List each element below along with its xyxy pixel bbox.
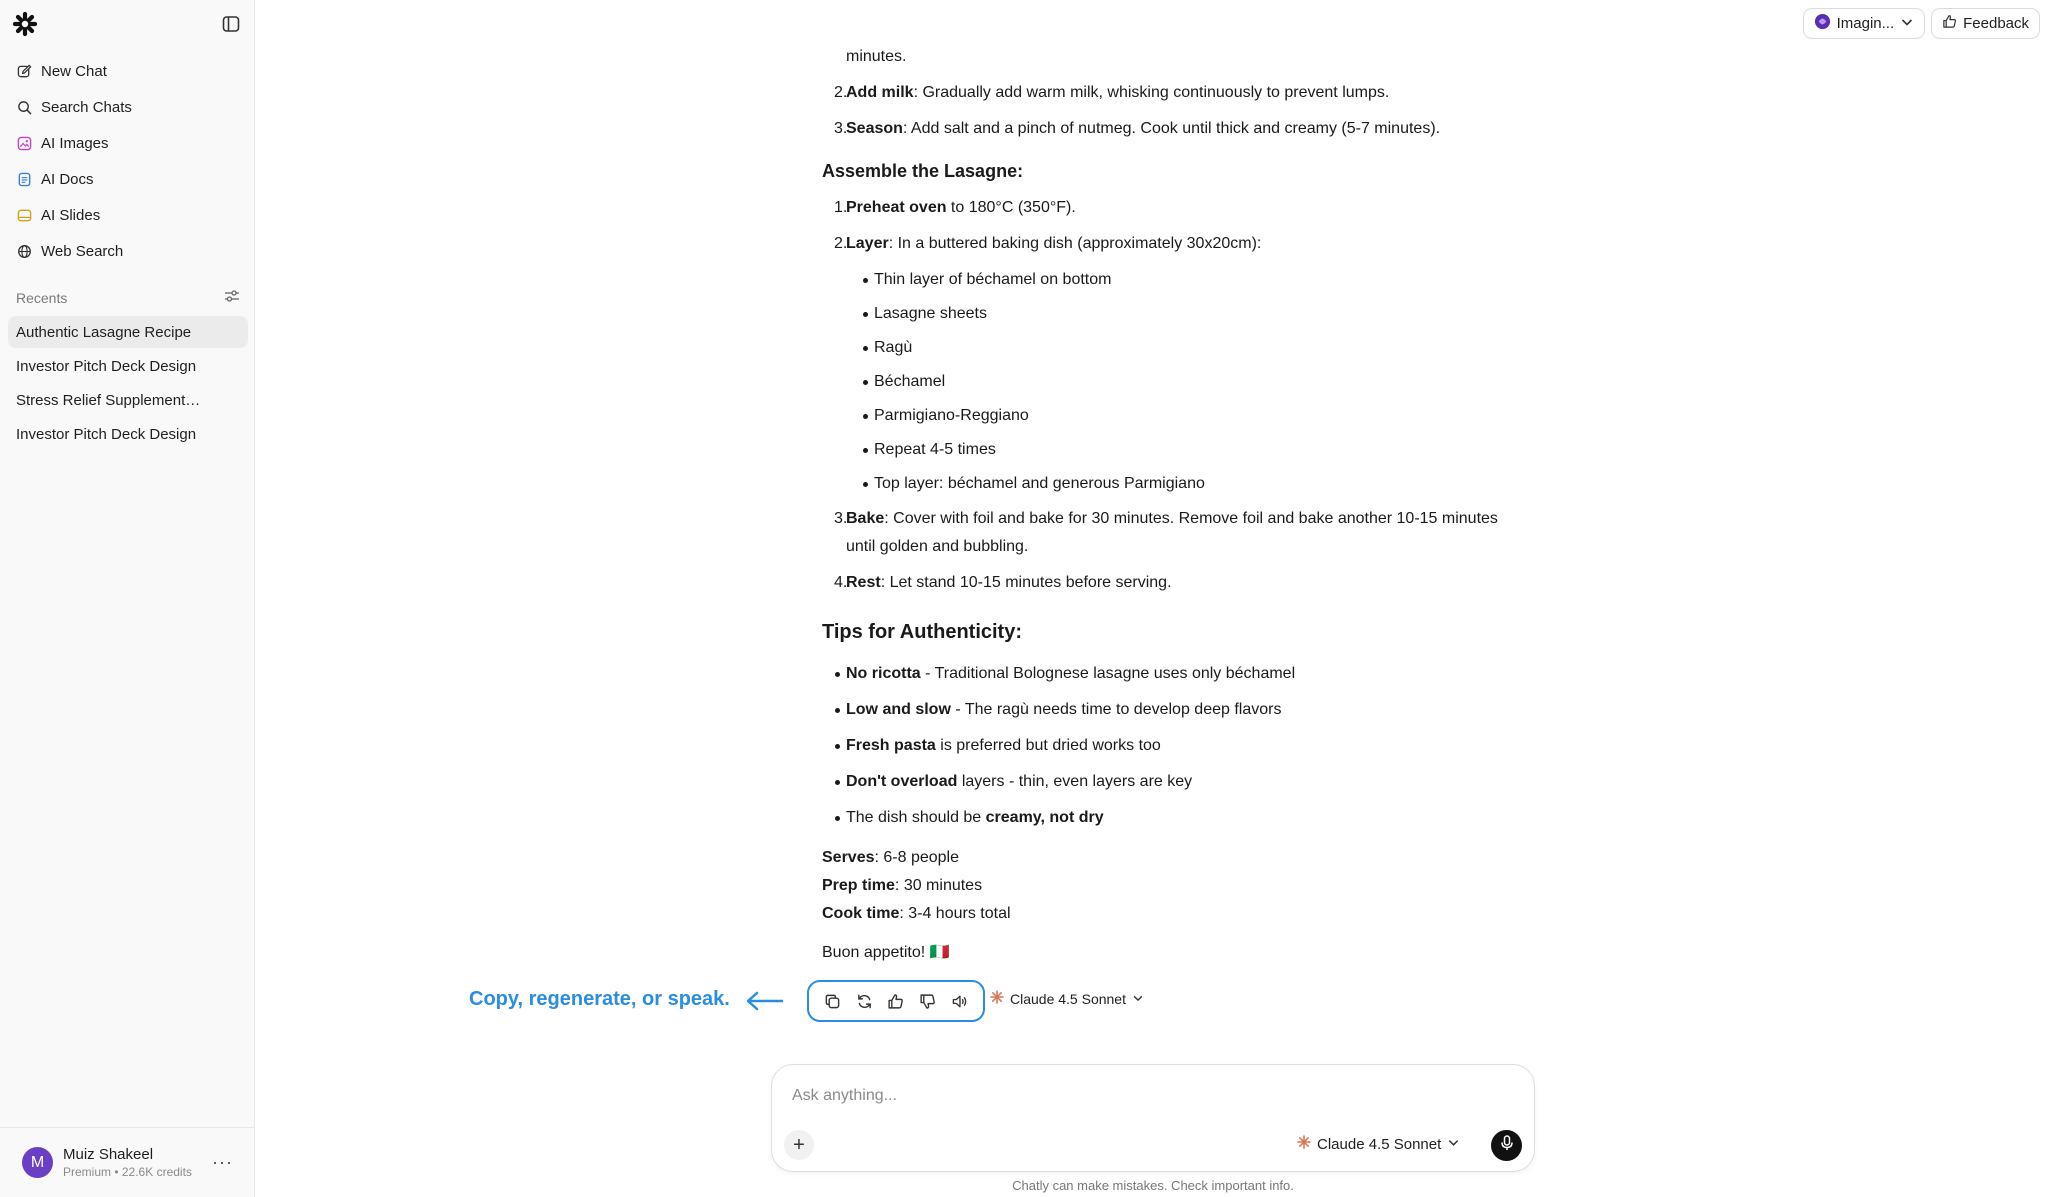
disclaimer-text: Chatly can make mistakes. Check important info. (1012, 1178, 1294, 1193)
avatar: M (22, 1147, 53, 1178)
list-number: 2. (834, 84, 848, 101)
feedback-label: Feedback (1963, 15, 2029, 32)
filter-icon[interactable] (224, 289, 240, 308)
top-bar (1803, 8, 2040, 39)
list-text: : Gradually add warm milk, whisking continuously to prevent lumps. (913, 84, 1390, 101)
list-item (834, 508, 1498, 530)
list-text: : Add salt and a pinch of nutmeg. Cook until thick and creamy (5-7 minutes). (902, 120, 1441, 137)
bold-text: Fresh pasta (846, 737, 936, 754)
bullet (863, 380, 868, 385)
layer-text: Top layer: béchamel and generous Parmigiano (874, 475, 1205, 492)
slides-icon (16, 207, 32, 223)
list-number: 1. (834, 199, 848, 216)
list-item (834, 233, 1262, 255)
list-item (834, 197, 1076, 219)
bullet (835, 708, 840, 713)
user-plan: Premium • 22.6K credits (63, 1165, 192, 1179)
bold-text: Bake (846, 510, 885, 527)
serves-line (822, 847, 959, 869)
layer-text: Repeat 4-5 times (874, 441, 996, 458)
composer (771, 1064, 1535, 1172)
bold-text: Serves (822, 849, 875, 866)
recent-chat-item[interactable]: Authentic Lasagne Recipe (8, 316, 248, 348)
sidebar-item-label: Search Chats (41, 98, 132, 116)
bullet (863, 346, 868, 351)
response-model-selector[interactable] (990, 990, 1144, 1007)
bold-text: No ricotta (846, 665, 921, 682)
list-text: : In a buttered baking dish (approximately 30x20cm): (888, 235, 1262, 252)
doc-icon (16, 171, 32, 187)
annotation-callout: Copy, regenerate, or speak. (469, 988, 730, 1010)
tip-item (846, 771, 1192, 793)
user-profile[interactable] (0, 1127, 255, 1197)
claude-logo-icon (1297, 1135, 1311, 1153)
model-label: Claude 4.5 Sonnet (1317, 1135, 1442, 1153)
tip-item (846, 807, 1104, 829)
feedback-button[interactable] (1931, 8, 2040, 39)
bullet (835, 780, 840, 785)
layer-item (874, 337, 912, 359)
bold-text: Don't overload (846, 773, 958, 790)
tip-item (846, 663, 1295, 685)
layer-item (874, 439, 996, 461)
speaker-icon[interactable] (948, 990, 970, 1012)
chevron-down-icon (1900, 15, 1914, 33)
model-label: Claude 4.5 Sonnet (1010, 990, 1126, 1007)
layer-text: Parmigiano-Reggiano (874, 407, 1029, 424)
bold-text: Season (846, 120, 903, 137)
bold-text: Cook time (822, 905, 900, 922)
bullet (835, 816, 840, 821)
chevron-down-icon (1132, 991, 1144, 1007)
bullet (863, 414, 868, 419)
thumbs-up-icon (1942, 14, 1957, 33)
tip-text: - The ragù needs time to develop deep flavors (950, 701, 1282, 718)
recents-header (16, 287, 240, 309)
edit-icon (16, 63, 32, 79)
bullet (863, 448, 868, 453)
bold-text: Rest (846, 574, 881, 591)
closing-text: Buon appetito! 🇮🇹 (822, 944, 950, 961)
tip-item (846, 699, 1281, 721)
layer-item (874, 405, 1029, 427)
layer-text: Lasagne sheets (874, 305, 987, 322)
mode-selector[interactable] (1803, 8, 1926, 39)
cook-time-line (822, 903, 1011, 925)
sidebar-item-ai-images[interactable] (8, 125, 248, 161)
sidebar-item-label: New Chat (41, 62, 107, 80)
bold-text: Preheat oven (846, 199, 947, 216)
section-heading-assemble: Assemble the Lasagne: (822, 161, 1024, 181)
list-item-continuation: minutes. (846, 48, 907, 65)
bullet (863, 278, 868, 283)
user-meta (63, 1146, 192, 1179)
meta-text: : 3-4 hours total (899, 905, 1011, 922)
arrow-left-icon (745, 990, 785, 1012)
layer-item (874, 269, 1111, 291)
list-text: to 180°C (350°F). (946, 199, 1076, 216)
sidebar-item-web-search[interactable] (8, 233, 248, 269)
tip-text: layers - thin, even layers are key (957, 773, 1193, 790)
layer-text: Thin layer of béchamel on bottom (874, 271, 1112, 288)
sidebar-item-search-chats[interactable] (8, 89, 248, 125)
message-actions (807, 980, 985, 1022)
bold-text: Low and slow (846, 701, 951, 718)
sidebar-item-label: AI Docs (41, 170, 94, 188)
bold-text: Prep time (822, 877, 895, 894)
sidebar-item-ai-slides[interactable] (8, 197, 248, 233)
bold-text: Layer (846, 235, 889, 252)
claude-logo-icon (990, 990, 1004, 1007)
sidebar-item-label: AI Images (41, 134, 109, 152)
layer-item (874, 371, 945, 393)
list-number: 3. (834, 120, 848, 137)
sidebar-item-label: Web Search (41, 242, 124, 260)
recent-chat-item[interactable]: Stress Relief Supplement… (16, 391, 201, 409)
list-item (834, 82, 1390, 104)
microphone-icon (1500, 1135, 1514, 1156)
list-item (834, 118, 1441, 140)
image-icon (16, 135, 32, 151)
bold-text: creamy, not dry (985, 809, 1104, 826)
recent-chat-item[interactable]: Investor Pitch Deck Design (16, 357, 197, 375)
bullet (863, 312, 868, 317)
recent-chat-item[interactable]: Investor Pitch Deck Design (16, 425, 197, 443)
recents-list (8, 316, 248, 452)
bullet (863, 482, 868, 487)
globe-icon (16, 243, 32, 259)
sidebar-item-ai-docs[interactable] (8, 161, 248, 197)
list-text: : Let stand 10-15 minutes before serving. (880, 574, 1172, 591)
thumbs-down-icon[interactable] (917, 990, 939, 1012)
attach-button[interactable] (784, 1130, 814, 1160)
bullet (835, 672, 840, 677)
sidebar-nav (8, 53, 248, 269)
voice-input-button[interactable] (1491, 1130, 1522, 1161)
regenerate-icon[interactable] (853, 990, 875, 1012)
tip-item (846, 735, 1161, 757)
tip-text: is preferred but dried works too (935, 737, 1161, 754)
list-number: 4. (834, 574, 848, 591)
chevron-down-icon (1447, 1136, 1460, 1153)
composer-model-selector[interactable] (1297, 1135, 1460, 1153)
meta-text: : 6-8 people (874, 849, 960, 866)
sidebar-toggle-icon[interactable] (218, 12, 244, 36)
sidebar (0, 0, 255, 1197)
list-text: : Cover with foil and bake for 30 minutes. Remove foil and bake another 10-15 minutes (884, 510, 1498, 527)
tip-text: The dish should be (846, 809, 986, 826)
prep-time-line (822, 875, 982, 897)
layer-item (874, 303, 987, 325)
recents-label: Recents (16, 290, 68, 306)
app-logo-icon[interactable] (12, 11, 38, 37)
user-name: Muiz Shakeel (63, 1146, 154, 1163)
section-heading-tips: Tips for Authenticity: (822, 621, 1022, 643)
plus-icon: + (793, 1133, 805, 1156)
sidebar-item-new-chat[interactable] (8, 53, 248, 89)
mode-label: Imagin... (1836, 15, 1895, 32)
imagine-logo-icon (1814, 13, 1831, 34)
list-number: 3. (834, 510, 848, 527)
search-icon (16, 99, 32, 115)
layer-item (874, 473, 1205, 495)
bold-text: Add milk (846, 84, 914, 101)
copy-icon[interactable] (822, 990, 844, 1012)
layer-text: Béchamel (874, 373, 946, 390)
tip-text: - Traditional Bolognese lasagne uses only béchamel (920, 665, 1296, 682)
message-input[interactable] (792, 1083, 1492, 1109)
bullet (835, 744, 840, 749)
thumbs-up-icon[interactable] (885, 990, 907, 1012)
meta-text: : 30 minutes (894, 877, 983, 894)
more-options-icon[interactable]: ··· (212, 1152, 233, 1172)
list-item-continuation: until golden and bubbling. (846, 538, 1029, 555)
sidebar-item-label: AI Slides (41, 206, 101, 224)
list-number: 2. (834, 235, 848, 252)
list-item (834, 572, 1172, 594)
layer-text: Ragù (874, 339, 913, 356)
